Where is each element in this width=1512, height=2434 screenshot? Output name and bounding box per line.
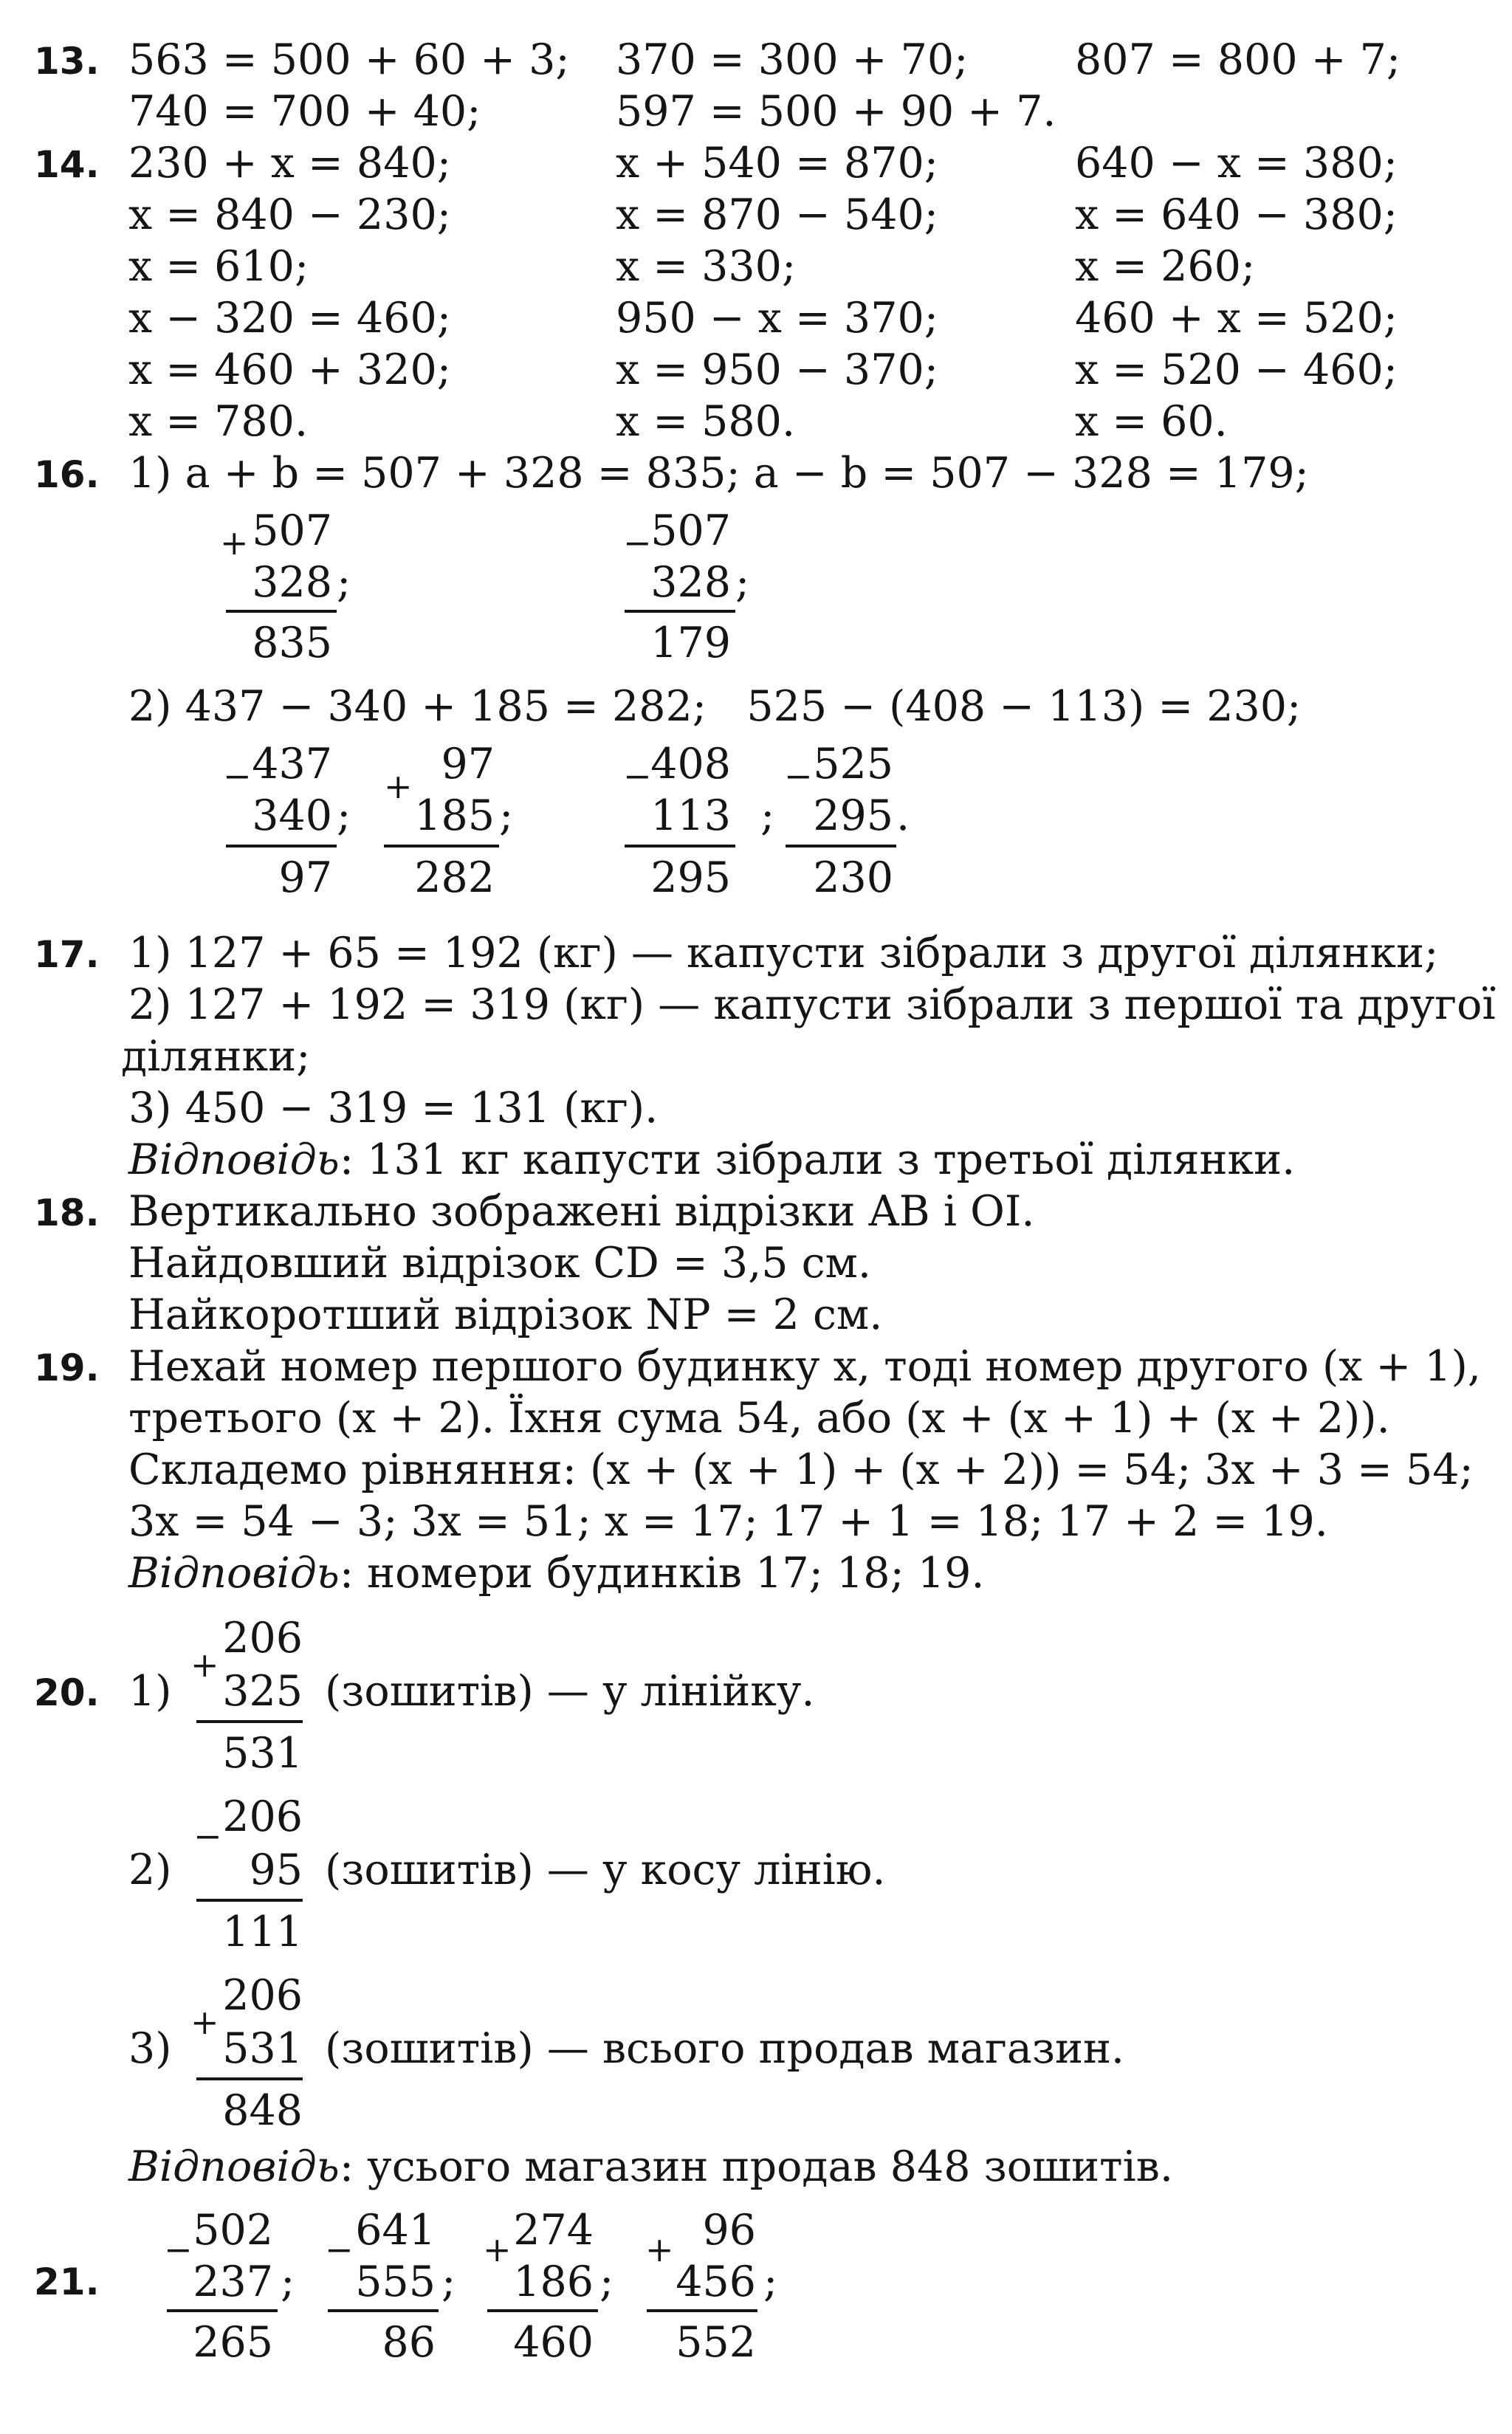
step-number: 2) [128,1846,172,1894]
p19-l1: Нехай номер першого будинку x, тоді номер другого (x + 1), [128,1342,1481,1391]
p14-c2-2: x = 330; [616,242,797,291]
sum-line [625,610,735,613]
p13-r1c3: 807 = 800 + 7; [1075,35,1401,84]
result: 848 [222,2086,303,2135]
separator: ; [599,2258,614,2306]
separator: . [896,791,910,840]
operand-b: 340 [252,791,332,840]
operand-b: 531 [222,2024,303,2073]
separator: ; [281,2258,295,2306]
p14-c2-1: x = 870 − 540; [616,190,938,239]
operand-b: 328 [252,558,332,607]
step-number: 1) [128,1667,172,1716]
operator: + [384,766,413,806]
operand-b: 325 [222,1667,303,1716]
operand-b: 456 [676,2258,756,2306]
operand-a: 437 [252,740,332,788]
operand-b: 555 [355,2258,436,2306]
p13-r1c1: 563 = 500 + 60 + 3; [128,35,570,84]
operand-a: 274 [513,2206,594,2255]
result: 265 [193,2318,273,2367]
sum-line [384,845,499,848]
p17-answer [128,1134,1295,1186]
problem-16-number: 16. [34,453,100,496]
result: 111 [222,1908,303,1956]
p20-answer [128,2141,1173,2193]
problem-14-number: 14. [34,143,100,186]
p14-c1-5: x = 780. [128,397,309,446]
separator: ; [735,558,750,607]
p14-c3-1: x = 640 − 380; [1075,190,1398,239]
answer-text: : усього магазин продав 848 зошитів. [339,2142,1173,2191]
sum-line [196,1720,303,1723]
sum-line [196,1899,303,1902]
p19-l2: третього (x + 2). Їхня сума 54, або (x + (x + 1) + (x + 2)). [128,1394,1390,1443]
operator: − [784,756,813,796]
operator: − [623,756,652,796]
p14-c1-4: x = 460 + 320; [128,345,451,394]
operand-a: 507 [650,506,731,555]
operator: − [325,2230,354,2269]
operator: − [623,523,652,563]
problem-20-number: 20. [34,1671,100,1714]
p17-l1: 1) 127 + 65 = 192 (кг) — капусти зібрали з другої ділянки; [128,929,1439,977]
separator: ; [337,558,351,607]
sum-line [167,2309,278,2312]
problem-18-number: 18. [34,1192,100,1234]
separator: ; [760,791,775,840]
operator: + [483,2230,512,2269]
p14-c3-0: 640 − x = 380; [1075,139,1398,188]
p17-l3: ділянки; [121,1032,311,1081]
p14-c1-0: 230 + x = 840; [128,139,451,188]
result: 86 [382,2318,436,2367]
operator: − [193,1816,222,1856]
p18-l3: Найкоротший відрізок NP = 2 см. [128,1290,883,1339]
operand-b: 95 [249,1846,303,1894]
p19-l4: 3x = 54 − 3; 3x = 51; x = 17; 17 + 1 = 18; 17 + 2 = 19. [128,1497,1328,1546]
operator: + [190,1645,219,1685]
answer-text: : 131 кг капусти зібрали з третьої ділянки. [339,1135,1296,1184]
operator: − [223,756,252,796]
sum-line [487,2309,598,2312]
operand-a: 96 [702,2206,756,2255]
result: 230 [813,853,893,902]
p14-c2-5: x = 580. [616,397,796,446]
answer-label: Відповідь [128,1549,340,1598]
operand-a: 206 [222,1971,303,2020]
p16-line1: 1) a + b = 507 + 328 = 835; a − b = 507 − 328 = 179; [128,449,1309,498]
problem-21-number: 21. [34,2261,100,2303]
separator: ; [441,2258,456,2306]
p14-c2-0: x + 540 = 870; [616,139,938,188]
p14-c3-5: x = 60. [1075,397,1228,446]
separator: ; [499,791,514,840]
operator: + [190,2002,219,2042]
p14-c3-3: 460 + x = 520; [1075,294,1398,343]
p14-c3-4: x = 520 − 460; [1075,345,1398,394]
p14-c1-1: x = 840 − 230; [128,190,451,239]
p19-l3: Складемо рівняння: (x + (x + 1) + (x + 2)) = 54; 3x + 3 = 54; [128,1445,1474,1494]
operand-a: 525 [813,740,893,788]
p13-r1c2: 370 = 300 + 70; [616,35,969,84]
operand-b: 113 [650,791,731,840]
p14-c1-3: x − 320 = 460; [128,294,451,343]
step-text: (зошитів) — всього продав магазин. [325,2024,1125,2073]
problem-17-number: 17. [34,933,100,976]
sum-line [786,845,896,848]
operand-b: 237 [193,2258,273,2306]
p13-r2c1: 740 = 700 + 40; [128,87,481,136]
step-text: (зошитів) — у лінійку. [325,1667,815,1716]
sum-line [647,2309,757,2312]
problem-13-number: 13. [34,40,100,83]
problem-19-number: 19. [34,1347,100,1389]
operand-b: 328 [650,558,731,607]
operand-a: 641 [355,2206,436,2255]
sum-line [196,2077,303,2080]
p18-l1: Вертикально зображені відрізки AB і OI. [128,1187,1035,1236]
operand-b: 295 [813,791,893,840]
step-text: (зошитів) — у косу лінію. [325,1846,886,1894]
result: 460 [513,2318,594,2367]
result: 97 [278,853,332,902]
operand-b: 186 [513,2258,594,2306]
p19-answer [128,1547,985,1599]
sum-line [328,2309,439,2312]
operand-a: 507 [252,506,332,555]
sum-line [625,845,735,848]
operator: + [220,523,249,563]
result: 835 [252,619,332,667]
result: 282 [414,853,495,902]
p14-c2-3: 950 − x = 370; [616,294,938,343]
operator: + [645,2230,674,2269]
p18-l2: Найдовший відрізок CD = 3,5 см. [128,1239,872,1288]
sum-line [226,610,337,613]
result: 179 [650,619,731,667]
answer-text: : номери будинків 17; 18; 19. [339,1549,985,1598]
answer-label: Відповідь [128,1135,340,1184]
p17-l4: 3) 450 − 319 = 131 (кг). [128,1084,659,1132]
p13-r2c2: 597 = 500 + 90 + 7. [616,87,1056,136]
separator: ; [337,791,351,840]
separator: ; [763,2258,778,2306]
p17-l2: 2) 127 + 192 = 319 (кг) — капусти зібрали з першої та другої [128,980,1496,1029]
p14-c2-4: x = 950 − 370; [616,345,938,394]
result: 295 [650,853,731,902]
p14-c3-2: x = 260; [1075,242,1256,291]
p16-line2: 2) 437 − 340 + 185 = 282; 525 − (408 − 113) = 230; [128,682,1302,731]
operand-a: 408 [650,740,731,788]
operand-a: 502 [193,2206,273,2255]
operand-a: 97 [441,740,495,788]
operand-b: 185 [414,791,495,840]
sum-line [226,845,337,848]
operator: − [164,2230,193,2269]
answer-label: Відповідь [128,2142,340,2191]
result: 552 [676,2318,756,2367]
operand-a: 206 [222,1614,303,1663]
p14-c1-2: x = 610; [128,242,309,291]
result: 531 [222,1729,303,1778]
operand-a: 206 [222,1792,303,1841]
step-number: 3) [128,2024,172,2073]
